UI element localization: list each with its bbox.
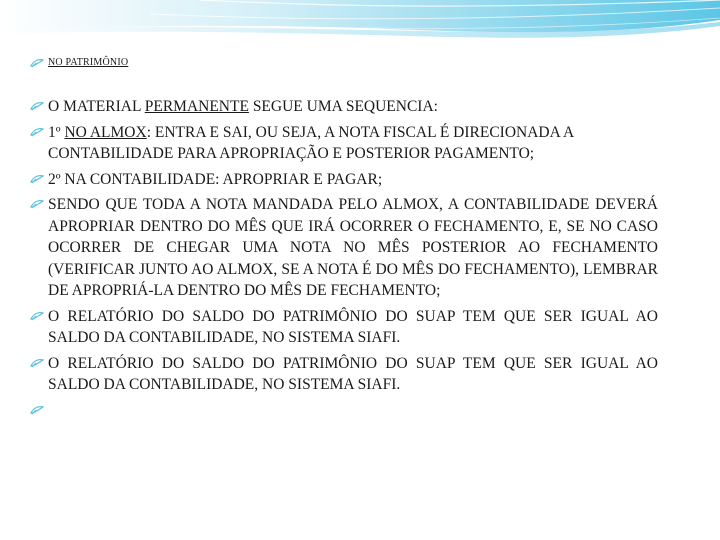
bullet-list bbox=[30, 96, 658, 425]
item-emphasis: NO ALMOX bbox=[64, 123, 147, 141]
slide-title-text: NO PATRIMÔNIO bbox=[48, 57, 129, 68]
item-text: 2º NA CONTABILIDADE: APROPRIAR E PAGAR; bbox=[48, 170, 383, 188]
feather-bullet-icon bbox=[30, 311, 44, 321]
item-text: O MATERIAL bbox=[48, 98, 145, 115]
item-emphasis: PERMANENTE bbox=[144, 98, 249, 115]
slide-title bbox=[30, 57, 128, 68]
feather-bullet-icon bbox=[30, 358, 44, 368]
list-item bbox=[30, 169, 658, 191]
list-item bbox=[30, 96, 658, 118]
item-text: : ENTRA E SAI, OU SEJA, A NOTA FISCAL É DIRECIONADA A CONTABILIDADE PARA APROPRIAÇÃO E POSTERIOR PAGAMENTO; bbox=[48, 123, 574, 162]
item-text: SEGUE UMA SEQUENCIA: bbox=[248, 98, 438, 115]
item-text: 1º bbox=[48, 123, 65, 141]
list-item bbox=[30, 122, 658, 165]
feather-bullet-icon bbox=[30, 58, 44, 68]
list-item bbox=[30, 400, 658, 422]
item-text: O RELATÓRIO DO SALDO DO PATRIMÔNIO DO SUAP TEM QUE SER IGUAL AO SALDO DA CONTABILIDADE, NO SISTEMA SIAFI. bbox=[48, 307, 658, 346]
item-text bbox=[48, 400, 658, 422]
item-text: O RELATÓRIO DO SALDO DO PATRIMÔNIO DO SUAP TEM QUE SER IGUAL AO SALDO DA CONTABILIDADE, NO SISTEMA SIAFI. bbox=[48, 354, 658, 393]
list-item bbox=[30, 306, 658, 349]
feather-bullet-icon bbox=[30, 127, 44, 137]
list-item bbox=[30, 194, 658, 302]
list-item bbox=[30, 353, 658, 396]
feather-bullet-icon bbox=[30, 101, 44, 111]
feather-bullet-icon bbox=[30, 199, 44, 209]
item-text: SENDO QUE TODA A NOTA MANDADA PELO ALMOX, A CONTABILIDADE DEVERÁ APROPRIAR DENTRO DO MÊS QUE IRÁ OCORRER O FECHAMENTO, E, SE NO CASO OCORRER DE CHEGAR UMA NOTA NO MÊS POSTERIOR AO FECHAMENTO (VERIFICAR JUNTO AO ALMOX, SE A NOTA É DO MÊS DO FECHAMENTO), LEMBRAR DE APROPRIÁ-LA DENTRO DO MÊS DE FECHAMENTO; bbox=[48, 196, 658, 299]
feather-bullet-icon bbox=[30, 405, 44, 415]
wave-header-decoration bbox=[0, 0, 720, 60]
feather-bullet-icon bbox=[30, 174, 44, 184]
